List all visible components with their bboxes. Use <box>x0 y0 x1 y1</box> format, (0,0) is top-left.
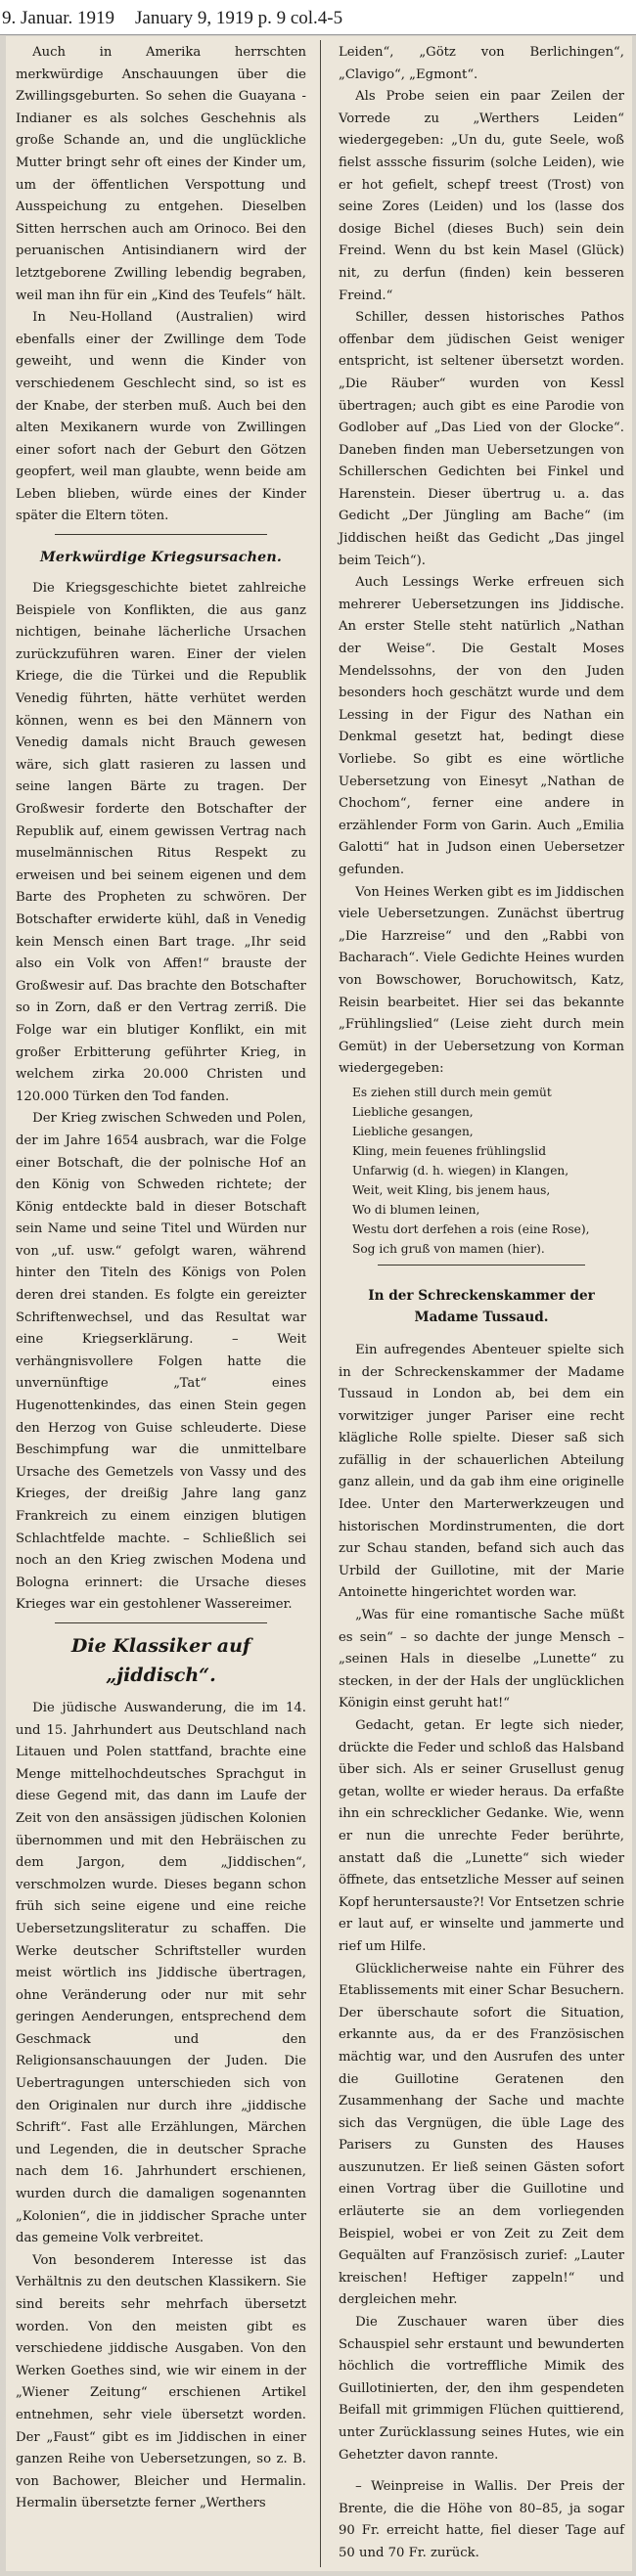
klassiker-continuation-1: Leiden“, „Götz von Berlichingen“, „Clavigo“, „Egmont“. <box>339 45 624 82</box>
article-title-tussaud: In der Schreckenskammer der Madame Tussaud. <box>368 1287 595 1325</box>
right-column <box>339 42 624 2565</box>
original-date-stamp: 9. Januar. 1919 <box>2 8 115 28</box>
twins-paragraph-2: In Neu-Holland (Australien) wird ebenfalls einer der Zwillinge dem Tode geweiht, und wenn die Kinder von verschiedenem Geschlecht sind, so ist es der Knabe, der sterben muß. Auch bei den alten Mexikanern wurde von Zwillingen einer sofort nach der Geburt den Götzen geopfert, weil man glaubte, wenn beide am Leben blieben, würde eines der Kinder später die Eltern töten. <box>16 310 306 524</box>
section-divider <box>55 534 267 535</box>
klassiker-continuation-3: Schiller, dessen historisches Pathos offenbar dem jüdischen Geist weniger entspricht, ist seltener übersetzt worden. „Die Räuber“ wurden von Kessl übertragen; auch gibt es eine Parodie von Godlober auf „Das Lied von der Glocke“. Daneben finden man Uebersetzungen von Schillerschen Gedichten bei Finkel und Harenstein. Dieser übertrug u. a. das Gedicht „Der Jüngling am Bache“ (im Jiddischen heißt das Gedicht „Das jingel beim Teich“). <box>339 310 624 568</box>
poem-line: Wo di blumen leinen, <box>352 1202 480 1217</box>
left-column <box>16 42 306 2515</box>
citation-label: January 9, 1919 p. 9 col.4-5 <box>135 8 343 28</box>
poem-line: Liebliche gesangen, <box>352 1124 474 1138</box>
column-divider <box>320 40 321 2567</box>
newspaper-page <box>6 36 632 2571</box>
tussaud-paragraph-3: Gedacht, getan. Er legte sich nieder, drückte die Feder und schloß das Halsband über sich. Als er seiner Grusellust genug getan, wollte er wieder heraus. Da erfaßte ihn ein schrecklicher Gedanke. Wie, wenn er nun die unrechte Feder berührte, anstatt daß die „Lunette“ sich wieder öffnete, das entsetzliche Messer auf seinen Kopf heruntersauste?! Vor Entsetzen schrie er laut auf, er winselte und jammerte und rief um Hilfe. <box>339 1718 624 1954</box>
klassiker-paragraph-1: Die jüdische Auswanderung, die im 14. und 15. Jahrhundert aus Deutschland nach Litauen und Polen stattfand, brachte eine Menge mittelhochdeutsches Sprachgut in diese Gegend mit, das dann im Laufe der Zeit von den ansässigen jüdischen Kolonien übernommen und mit den Hebräischen zu dem Jargon, dem „Jiddischen“, verschmolzen wurde. Dieses begann schon früh sich seine eigene und eine reiche Uebersetzungsliteratur zu schaffen. Die Werke deutscher Schriftsteller wurden meist wörtlich ins Jiddische übertragen, ohne Veränderung oder nur mit sehr geringen Aenderungen, entsprechend dem Geschmack und den Religionsanschauungen der Juden. Die Uebertragungen unterschieden sich von den Originalen nur durch ihre „jiddische Schrift“. Fast alle Erzählungen, Märchen und Legenden, die in deutscher Sprache nach dem 16. Jahrhundert erschienen, wurden durch die damaligen sogenannten „Kolonien“, die in jiddischer Sprache unter das gemeine Volk verbreitet. <box>16 1700 306 2246</box>
klassiker-continuation-2: Als Probe seien ein paar Zeilen der Vorrede zu „Werthers Leiden“ wiedergegeben: „Un du, gute Seele, woß fielst asssche fissurim (solche Leiden), wie er hot gefielt, schepf treest (Trost) von seine Zores (Leiden) und los (lasse dos dosige Bichel (dieses Buch) sein dein Freind. Wenn du bst kein Masel (Glück) nit, zu derfun (finden) kein besseren Freind.“ <box>339 89 624 303</box>
tussaud-paragraph-4: Glücklicherweise nahte ein Führer des Etablissements mit einer Schar Besuchern. Der überschaute sofort die Situation, erkannte aus, da er des Französischen mächtig war, und den Ausrufen des unter die Guillotine Geratenen den Zusammenhang der Sache und machte sich das Vergnügen, die üble Lage des Parisers zu Gunsten des Hauses auszunutzen. Er ließ seinen Gästen sofort einen Vortrag über die Guillotine und erläuterte sie an dem vorliegenden Beispiel, wobei er von Zeit zu Zeit dem Gequälten auf Französisch zurief: „Lauter kreischen! Heftiger zappeln!“ und dergleichen mehr. <box>339 1961 624 2308</box>
weinpreise-lead: – Weinpreise in Wallis. <box>355 2479 518 2495</box>
section-divider <box>55 1622 267 1623</box>
article-title-klassiker: Die Klassiker auf „jiddisch“. <box>70 1634 251 1686</box>
klassiker-continuation-4: Auch Lessings Werke erfreuen sich mehrerer Uebersetzungen ins Jiddische. An erster Stelle steht natürlich „Nathan der Weise“. Die Gestalt Moses Mendelssohns, der von den Juden besonders hoch geschätzt wurde und dem Lessing in der Figur des Nathan ein Denkmal gesetzt hat, bedingt diese Vorliebe. So gibt es eine wörtliche Uebersetzung von Einesyt „Nathan de Chochom“, ferner eine andere in erzählender Form von Garin. Auch „Emilia Galotti“ hat in Judson einen Uebersetzer gefunden. <box>339 575 624 877</box>
klassiker-continuation-5: Von Heines Werken gibt es im Jiddischen viele Uebersetzungen. Zunächst übertrug „Die Harzreise“ und den „Rabbi von Bacharach“. Viele Gedichte Heines wurden von Bowschower, Boruchowitsch, Katz, Reisin bearbeitet. Hier sei das bekannte „Frühlingslied“ (Leise zieht durch mein Gemüt) in der Uebersetzung von Korman wiedergegeben: <box>339 884 624 1077</box>
article-title-kriegsursachen: Merkwürdige Kriegsursachen. <box>40 550 282 566</box>
poem-line: Kling, mein feuenes frühlingslid <box>352 1143 546 1158</box>
poem-line: Liebliche gesangen, <box>352 1104 474 1119</box>
weinpreise-text: Der Preis der Brente, die die Höhe von 80–85, ja sogar 90 Fr. erreicht hatte, fiel dieser Tage auf 50 und 70 Fr. zurück. <box>339 2479 624 2560</box>
poem-line: Westu dort derfehen a rois (eine Rose), <box>352 1221 590 1236</box>
kriegsursachen-paragraph-2: Der Krieg zwischen Schweden und Polen, der im Jahre 1654 ausbrach, war die Folge einer Botschaft, die der polnische Hof an den König von Schweden richtete; der König entdeckte bald in dieser Botschaft sein Name und seine Titel und Würden nur von „uf. usw.“ gefolgt waren, während hinter den Titeln des Königs von Polen deren drei standen. Es folgte ein gereizter Schriftenwechsel, und das Resultat war eine Kriegserklärung. – Weit verhängnisvollere Folgen hatte die unvernünftige „Tat“ eines Hugenottenkindes, das einen Stein gegen den Herzog von Guise schleuderte. Diese Beschimpfung war die unmittelbare Ursache des Gemetzels von Vassy und des Krieges, der dreißig Jahre lang ganz Frankreich zu einem einzigen blutigen Schlachtfelde machte. – Schließlich sei noch an den Krieg zwischen Modena und Bologna erinnert: die Ursache dieses Krieges war ein gestohlener Wassereimer. <box>16 1111 306 1613</box>
clipping-header <box>0 0 636 35</box>
weinpreise-paragraph <box>339 2476 624 2564</box>
poem-line: Es ziehen still durch mein gemüt <box>352 1085 552 1099</box>
poem-line: Sog ich gruß von mamen (hier). <box>352 1241 545 1256</box>
klassiker-paragraph-2: Von besonderem Interesse ist das Verhältnis zu den deutschen Klassikern. Sie sind bereits sehr mehrfach übersetzt worden. Von den meisten gibt es verschiedene jiddische Ausgaben. Von den Werken Goethes sind, wie wir einem in der „Wiener Zeitung“ erschienen Artikel entnehmen, sehr viele übersetzt worden. Der „Faust“ gibt es im Jiddischen in einer ganzen Reihe von Uebersetzungen, so z. B. von Bachower, Bleicher und Hermalin. Hermalin übersetzte ferner „Werthers <box>16 2252 306 2511</box>
heine-poem <box>339 1083 624 1259</box>
poem-line: Unfarwig (d. h. wiegen) in Klangen, <box>352 1163 569 1177</box>
twins-paragraph-1: Auch in Amerika herrschten merkwürdige Anschauungen über die Zwillingsgeburten. So sehen die Guayana - Indianer es als solches Geschehnis als große Schande an, und die unglückliche Mutter bringt sehr oft eines der Kinder um, um der öffentlichen Verspottung und Ausspeichung zu entgehen. Dieselben Sitten herrschen auch am Orinoco. Bei den peruanischen Antisindianern wird der letztgeborene Zwilling lebendig begraben, weil man ihn für ein „Kind des Teufels“ hält. <box>16 45 306 303</box>
kriegsursachen-paragraph-1: Die Kriegsgeschichte bietet zahlreiche Beispiele von Konflikten, die aus ganz nichtigen, beinahe lächerliche Ursachen zurückzuführen waren. Einer der vielen Kriege, die die Türkei und die Republik Venedig führten, hätte verhütet werden können, wenn es bei den Männern von Venedig damals nicht Brauch gewesen wäre, sich glatt rasieren zu lassen und seine langen Bärte zu tragen. Der Großwesir forderte den Botschafter der Republik auf, einem gewissen Vertrag nach muselmännischen Ritus Respekt zu erweisen und bei seinem eigenen und dem Barte des Propheten zu schwören. Der Botschafter erwiderte kühl, daß in Venedig kein Mensch einen Bart trage. „Ihr seid also ein Volk von Affen!“ brauste der Großwesir auf. Das brachte den Botschafter so in Zorn, daß er den Vertrag zerriß. Die Folge war ein blutiger Konflikt, ein mit großer Erbitterung geführter Krieg, in welchem zirka 20.000 Christen und 120.000 Türken den Tod fanden. <box>16 581 306 1104</box>
section-divider <box>378 1265 585 1266</box>
tussaud-paragraph-2: „Was für eine romantische Sache müßt es sein“ – so dachte der junge Mensch – „seinen Hals in dieselbe „Lunette“ zu stecken, in der der Hals der unglücklichen Königin einst geruht hat!“ <box>339 1608 624 1711</box>
tussaud-paragraph-1: Ein aufregendes Abenteuer spielte sich in der Schreckenskammer der Madame Tussaud in London ab, bei dem ein vorwitziger junger Pariser eine recht klägliche Rolle spielte. Dieser saß sich zufällig in der schauerlichen Abteilung ganz allein, und da gab ihm eine originelle Idee. Unter den Marterwerkzeugen und historischen Mordinstrumenten, die dort zur Schau standen, befand sich auch das Urbild der Guillotine, mit der Marie Antoinette hingerichtet worden war. <box>339 1342 624 1601</box>
tussaud-paragraph-5: Die Zuschauer waren über dies Schauspiel sehr erstaunt und bewunderten höchlich die vortreffliche Mimik des Guillotinierten, der, den ihm gespendeten Beifall mit grimmigen Flüchen quittierend, unter Zurücklassung seines Hutes, wie ein Gehetzter davon rannte. <box>339 2315 624 2463</box>
poem-line: Weit, weit Kling, bis jenem haus, <box>352 1182 551 1197</box>
